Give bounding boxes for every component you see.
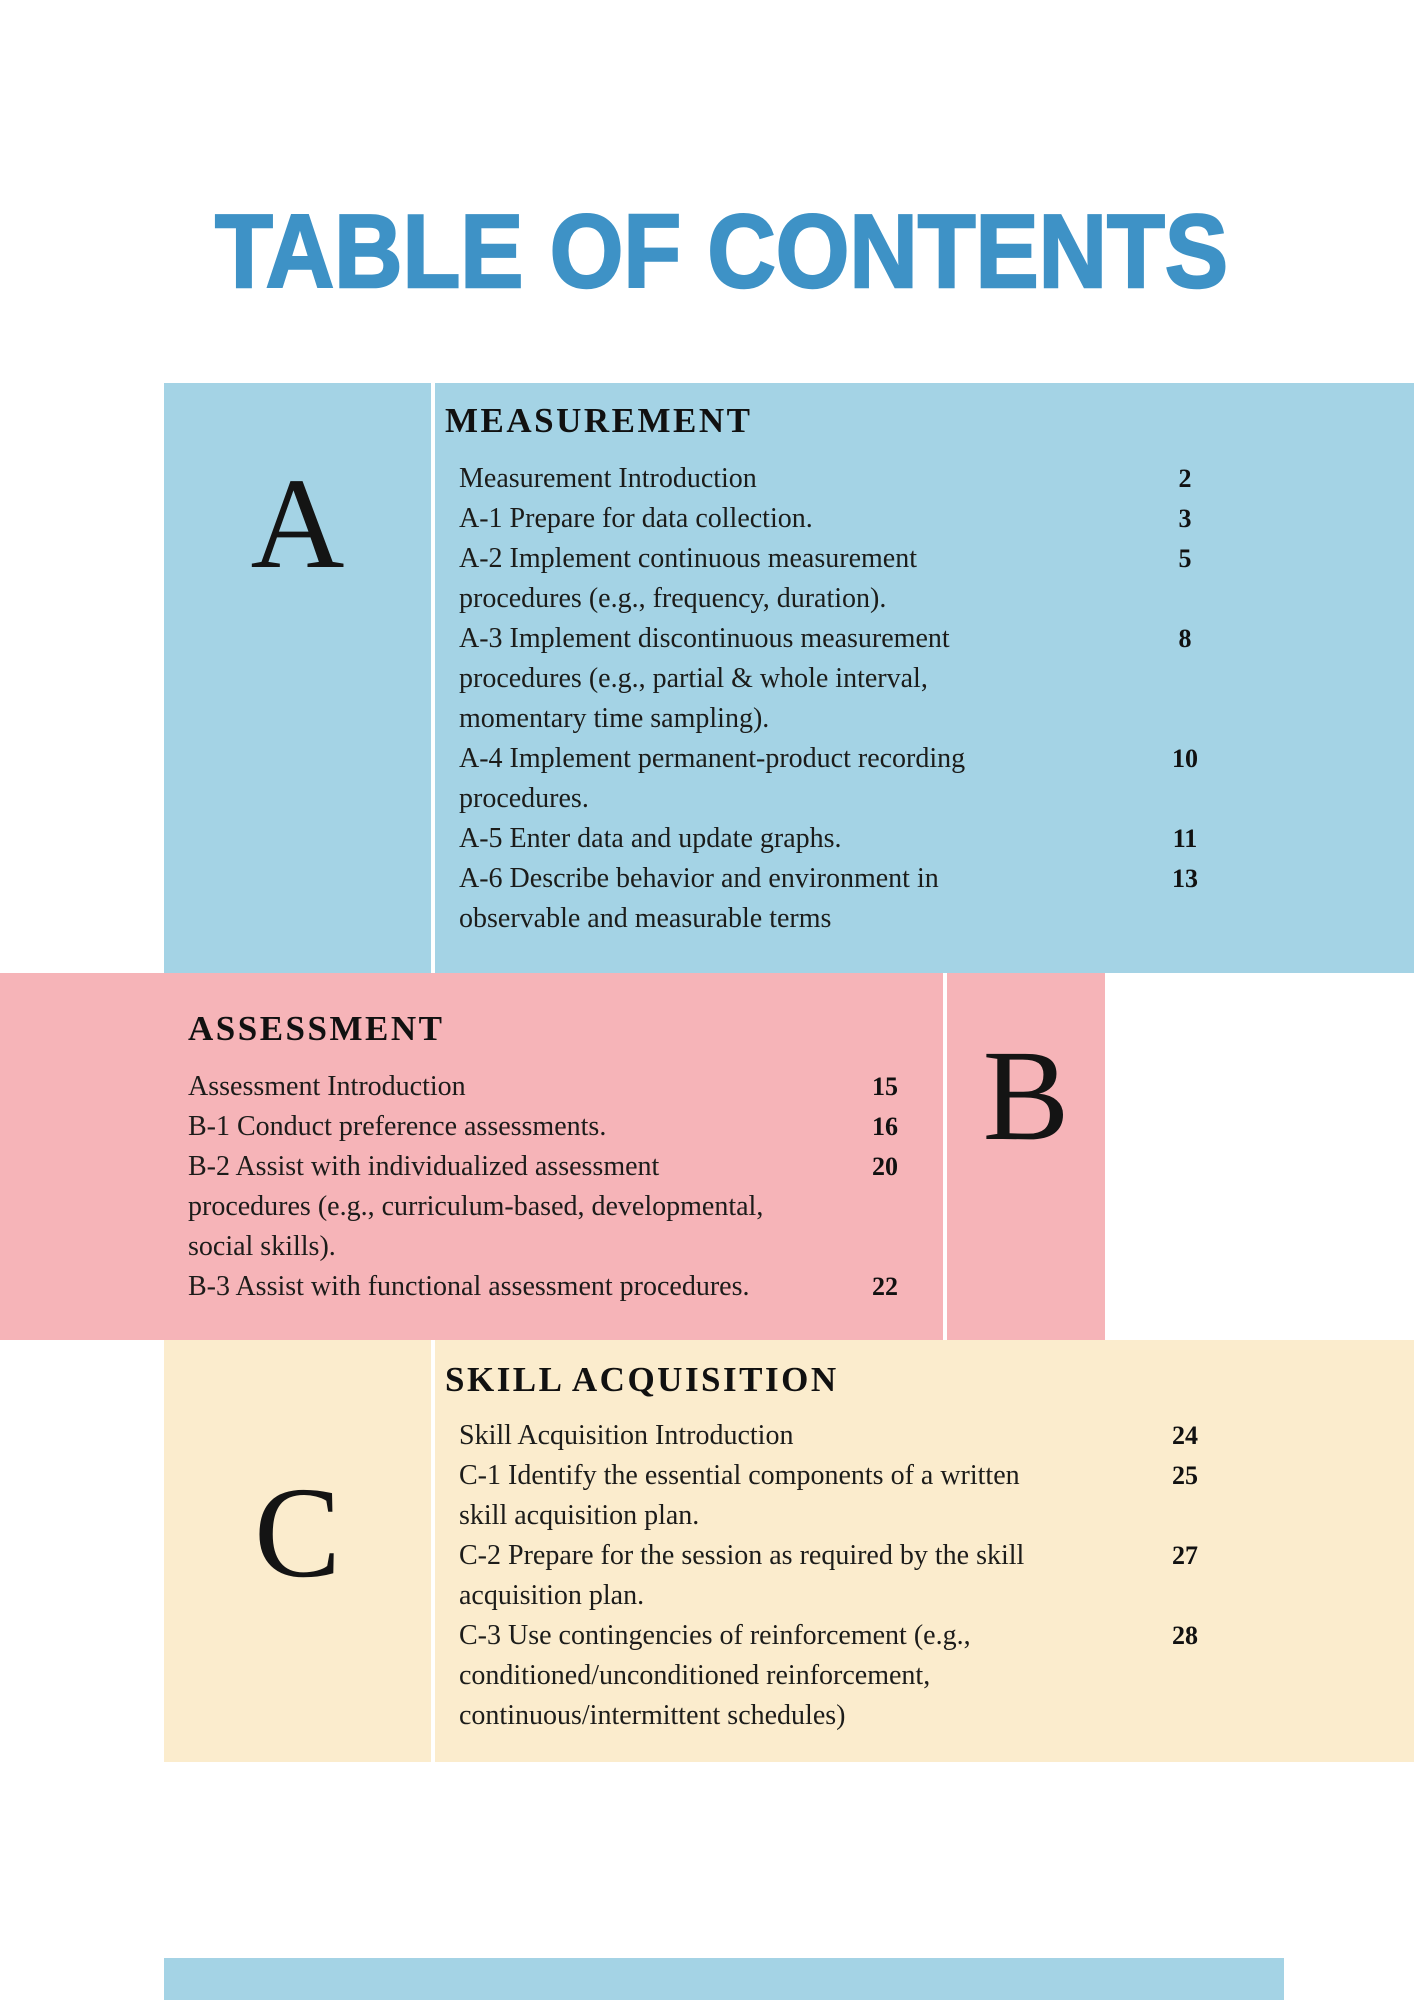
toc-item — [445, 1456, 1414, 1536]
toc-item — [445, 859, 1414, 939]
section-a-panel — [435, 383, 1414, 973]
toc-item — [445, 739, 1414, 819]
section-c-list — [445, 1416, 1414, 1736]
toc-item-page-number: 3 — [1178, 504, 1192, 533]
toc-item-text: A-3 Implement discontinuous measurement procedures (e.g., partial & whole interval, momentary time sampling). — [459, 623, 950, 734]
toc-item-text: A-5 Enter data and update graphs. — [459, 823, 842, 854]
toc-item-text: C-1 Identify the essential components of a written skill acquisition plan. — [459, 1460, 1020, 1531]
toc-item-text: B-3 Assist with functional assessment procedures. — [188, 1271, 750, 1302]
toc-item-page-number: 5 — [1178, 544, 1192, 573]
toc-item-text: A-6 Describe behavior and environment in observable and measurable terms — [459, 863, 939, 934]
footer-accent-bar — [164, 1958, 1284, 2000]
toc-item — [445, 459, 1414, 499]
section-c-heading: SKILL ACQUISITION — [445, 1360, 839, 1399]
toc-item-page-number: 20 — [872, 1152, 898, 1181]
toc-item-page-number: 10 — [1172, 744, 1198, 773]
section-b-letter: B — [982, 1024, 1070, 1168]
toc-item-text: Assessment Introduction — [188, 1071, 466, 1102]
section-a-letter-panel — [164, 383, 431, 973]
toc-item-page-number: 25 — [1172, 1461, 1198, 1490]
toc-item-text: A-4 Implement permanent-product recording procedures. — [459, 743, 966, 814]
section-c-panel — [435, 1340, 1414, 1762]
toc-item — [445, 499, 1414, 539]
toc-item-text: A-2 Implement continuous measurement procedures (e.g., frequency, duration). — [459, 543, 917, 614]
toc-item-text: C-3 Use contingencies of reinforcement (e.g., conditioned/unconditioned reinforcement, continuous/intermittent schedules) — [459, 1620, 971, 1731]
section-a-list — [445, 459, 1414, 939]
section-a-heading: MEASUREMENT — [445, 401, 753, 440]
toc-item-page-number: 2 — [1178, 464, 1192, 493]
section-a-letter: A — [250, 452, 345, 596]
toc-item — [445, 1416, 1414, 1456]
toc-item — [445, 819, 1414, 859]
toc-item — [188, 1067, 943, 1107]
toc-item-page-number: 13 — [1172, 864, 1198, 893]
toc-item-page-number: 11 — [1172, 824, 1198, 853]
section-c-letter: C — [254, 1461, 341, 1605]
toc-item-text: Skill Acquisition Introduction — [459, 1420, 794, 1451]
toc-item — [445, 1616, 1414, 1736]
toc-item-page-number: 24 — [1172, 1421, 1198, 1450]
page-title: TABLE OF CONTENTS — [215, 194, 1228, 310]
toc-item-page-number: 28 — [1172, 1621, 1198, 1650]
section-b-panel — [0, 973, 943, 1340]
section-c-letter-panel — [164, 1340, 431, 1762]
section-b-heading: ASSESSMENT — [188, 1009, 445, 1048]
section-b-list — [188, 1067, 943, 1307]
toc-item — [445, 1536, 1414, 1616]
toc-item — [188, 1107, 943, 1147]
toc-item-page-number: 15 — [872, 1072, 898, 1101]
toc-item-text: A-1 Prepare for data collection. — [459, 503, 813, 534]
toc-item-page-number: 8 — [1178, 624, 1192, 653]
toc-item — [188, 1147, 943, 1267]
toc-item-text: B-1 Conduct preference assessments. — [188, 1111, 607, 1142]
toc-item-page-number: 16 — [872, 1112, 898, 1141]
section-b-letter-panel — [947, 973, 1105, 1340]
toc-item — [188, 1267, 943, 1307]
toc-item-page-number: 22 — [872, 1272, 898, 1301]
toc-item-page-number: 27 — [1172, 1541, 1198, 1570]
toc-item-text: Measurement Introduction — [459, 463, 757, 494]
toc-item — [445, 619, 1414, 739]
toc-item-text: B-2 Assist with individualized assessment procedures (e.g., curriculum-based, developmental, social skills). — [188, 1151, 764, 1262]
toc-item-text: C-2 Prepare for the session as required by the skill acquisition plan. — [459, 1540, 1025, 1611]
toc-item — [445, 539, 1414, 619]
